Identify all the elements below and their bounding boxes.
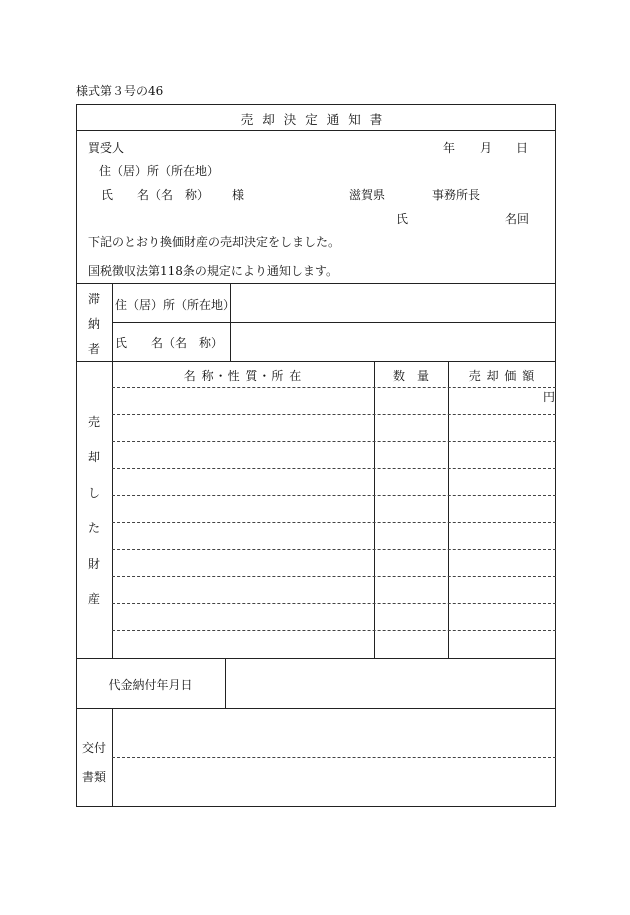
official-name-label: 氏 <box>396 212 409 226</box>
property-label-char: 売 <box>87 415 100 429</box>
row-separator <box>112 576 556 577</box>
date-month: 月 <box>480 141 493 155</box>
divider <box>112 361 113 658</box>
form-number: 様式第３号の46 <box>76 84 164 98</box>
property-label-char: 産 <box>87 592 100 606</box>
buyer-label: 買受人 <box>88 141 125 155</box>
row-separator <box>112 757 556 758</box>
documents-label-line: 交付 <box>81 741 106 755</box>
delinquent-address-label: 住（居）所（所在地） <box>115 298 236 312</box>
divider <box>374 361 375 658</box>
divider <box>76 708 556 709</box>
row-separator <box>112 468 556 469</box>
delinquent-name-label: 氏 名（名 称） <box>115 336 224 350</box>
buyer-name-label: 氏 名（名 称） <box>101 188 210 202</box>
property-label-char: た <box>87 521 100 535</box>
column-header-name: 名 称・性 質・所 在 <box>183 369 303 383</box>
honorific: 様 <box>232 188 245 202</box>
statement-decision: 下記のとおり換価財産の売却決定をしました。 <box>88 235 341 249</box>
row-separator <box>112 603 556 604</box>
payment-date-field[interactable] <box>226 659 555 707</box>
form-title: 売却決定通知書 <box>240 112 392 127</box>
delinquent-label-char: 滞 <box>87 292 100 306</box>
date-day: 日 <box>516 141 529 155</box>
buyer-address-label: 住（居）所（所在地） <box>99 164 220 178</box>
payment-date-label: 代金納付年月日 <box>108 678 193 692</box>
column-header-quantity: 数 量 <box>392 369 429 383</box>
date-year: 年 <box>443 141 456 155</box>
seal-mark: 名回 <box>505 212 530 226</box>
delinquent-name-field[interactable] <box>231 323 555 360</box>
documents-label-line: 書類 <box>81 770 106 784</box>
prefecture: 滋賀県 <box>349 188 386 202</box>
divider <box>448 361 449 658</box>
divider <box>76 361 556 362</box>
column-header-price: 売 却 価 額 <box>468 369 536 383</box>
row-separator <box>112 549 556 550</box>
property-label-char: 却 <box>87 450 100 464</box>
row-separator <box>112 414 556 415</box>
row-separator <box>112 495 556 496</box>
row-separator <box>112 441 556 442</box>
statement-legal-basis: 国税徴収法第118条の規定により通知します。 <box>88 264 338 278</box>
property-label-char: 財 <box>87 557 100 571</box>
delinquent-label-char: 納 <box>87 317 100 331</box>
property-label-char: し <box>87 486 100 500</box>
row-separator <box>112 522 556 523</box>
divider <box>76 130 556 131</box>
delinquent-label-char: 者 <box>87 342 100 356</box>
row-separator <box>112 630 556 631</box>
office-head: 事務所長 <box>432 188 481 202</box>
delinquent-address-field[interactable] <box>231 284 555 321</box>
currency-unit: 円 <box>543 390 556 404</box>
row-separator <box>112 387 556 388</box>
